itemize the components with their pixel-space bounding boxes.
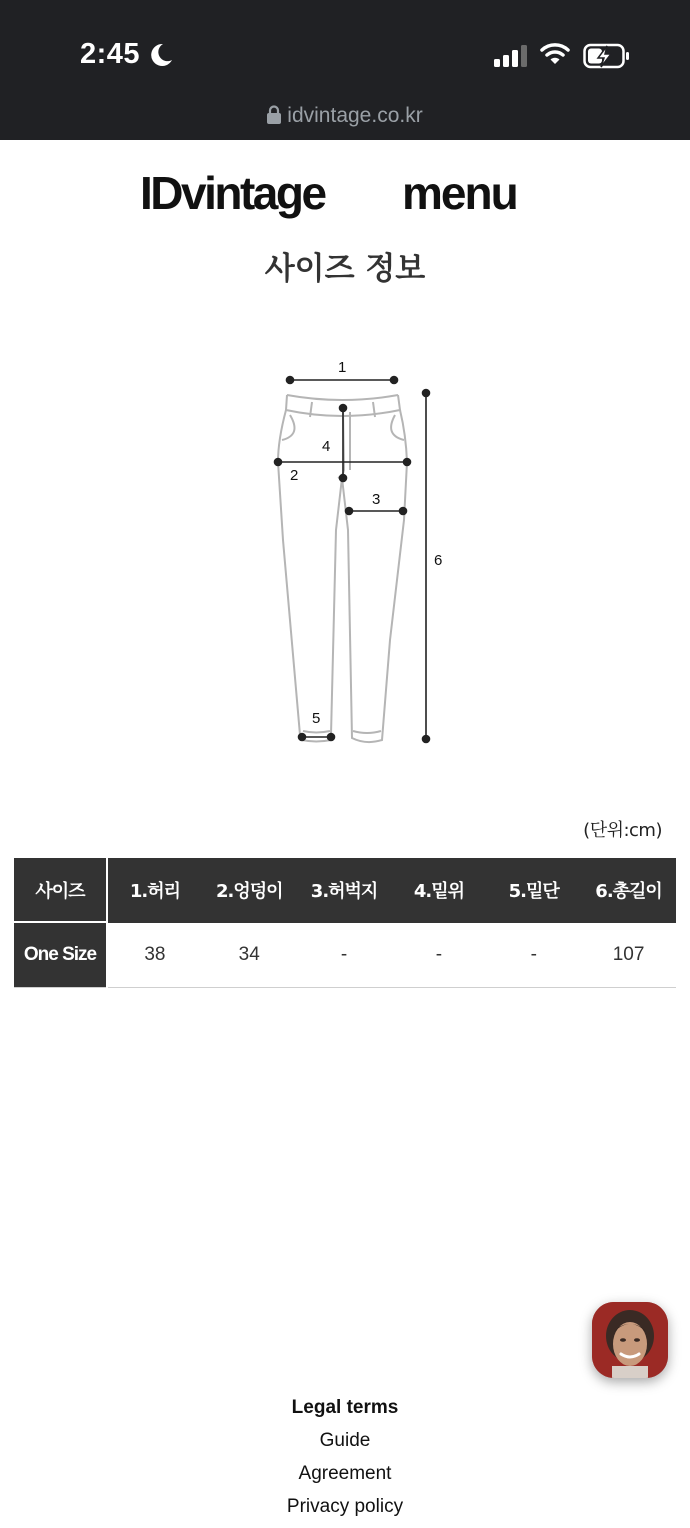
table-header-cell: 6.총길이 <box>581 858 676 922</box>
diagram-label-5: 5 <box>312 710 321 727</box>
footer-title: Legal terms <box>291 1397 399 1418</box>
brand-logo[interactable]: IDvintage <box>140 167 325 219</box>
url-text: idvintage.co.kr <box>287 104 423 127</box>
chat-avatar-button[interactable] <box>592 1302 668 1378</box>
table-header-cell: 사이즈 <box>14 858 107 922</box>
page-title: 사이즈 정보 <box>264 251 426 287</box>
diagram-label-2: 2 <box>290 467 299 484</box>
size-table <box>14 858 676 988</box>
table-row <box>14 922 676 988</box>
diagram-label-4: 4 <box>322 438 331 455</box>
table-header-cell: 5.밑단 <box>486 858 581 922</box>
diagram-label-1: 1 <box>338 359 347 376</box>
table-header-cell: 1.허리 <box>107 858 202 922</box>
table-cell: 107 <box>581 922 676 988</box>
menu-button[interactable]: menu <box>402 167 517 219</box>
unit-label: (단위:cm) <box>583 820 662 841</box>
table-header-row <box>14 858 676 922</box>
footer <box>0 1396 690 1528</box>
footer-link-agreement[interactable]: Agreement <box>298 1463 392 1484</box>
table-cell: 34 <box>202 922 297 988</box>
diagram-label-3: 3 <box>372 491 381 508</box>
table-cell: 38 <box>107 922 202 988</box>
footer-link-guide[interactable]: Guide <box>319 1430 371 1451</box>
table-header-cell: 3.허벅지 <box>297 858 392 922</box>
table-cell: - <box>391 922 486 988</box>
table-header-cell: 2.엉덩이 <box>202 858 297 922</box>
footer-link-privacy[interactable]: Privacy policy <box>286 1496 404 1517</box>
profile-photo <box>592 1302 668 1378</box>
diagram-label-6: 6 <box>434 552 443 569</box>
status-time: 2:45 <box>80 38 141 70</box>
table-cell: - <box>486 922 581 988</box>
table-header-cell: 4.밑위 <box>391 858 486 922</box>
table-row-header: One Size <box>14 922 107 988</box>
table-cell: - <box>297 922 392 988</box>
